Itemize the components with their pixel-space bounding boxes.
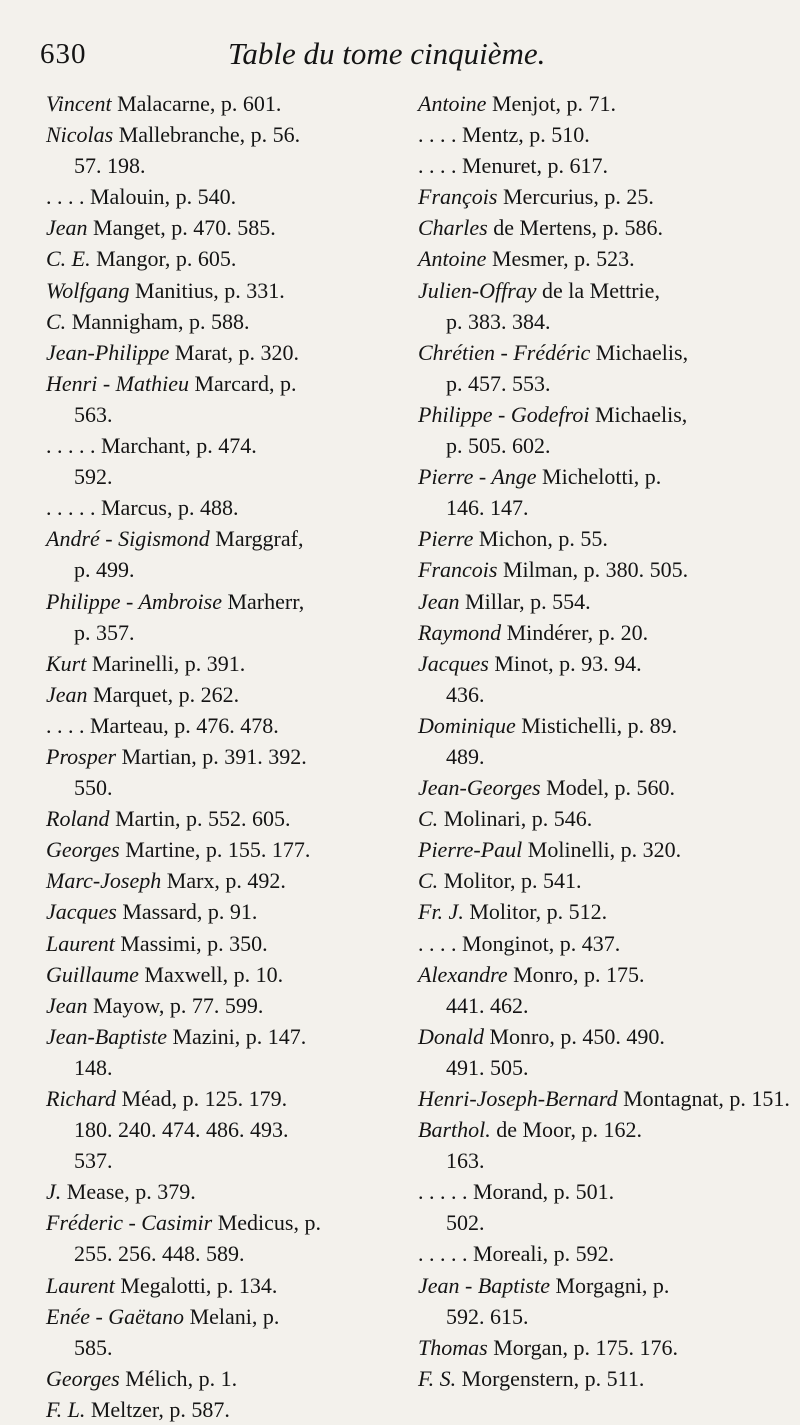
surname: Mazini bbox=[172, 1023, 235, 1049]
index-entry bbox=[418, 834, 778, 865]
given-name: Barthol. bbox=[418, 1117, 491, 1143]
index-entry bbox=[46, 1270, 396, 1301]
index-entry bbox=[46, 803, 396, 834]
page-refs: , p. 20. bbox=[587, 619, 649, 645]
given-name: Raymond bbox=[418, 619, 502, 645]
given-name: Fr. J. bbox=[418, 899, 464, 925]
index-entry bbox=[46, 1176, 396, 1207]
index-column-left bbox=[46, 88, 396, 1425]
surname: Molinari bbox=[443, 806, 521, 832]
page-refs: 57. 198. bbox=[74, 153, 146, 179]
given-name: Francois bbox=[418, 557, 498, 583]
page-refs: , p. bbox=[293, 1210, 321, 1236]
page-refs: , p. 540. bbox=[164, 184, 237, 210]
page-refs: , p. 510. bbox=[518, 122, 590, 148]
surname: . . . . . Moreali bbox=[418, 1241, 543, 1267]
given-name: Antoine bbox=[418, 91, 487, 116]
index-entry-continuation bbox=[46, 1052, 396, 1083]
page-refs: , p. 546. bbox=[520, 806, 593, 832]
surname: Morgenstern bbox=[461, 1365, 574, 1391]
given-name: Henri-Joseph-Bernard bbox=[418, 1086, 618, 1111]
page-refs: p. 357. bbox=[74, 619, 135, 645]
index-entry bbox=[46, 1207, 396, 1238]
surname: . . . . . Marcus bbox=[46, 495, 167, 521]
given-name: Roland bbox=[46, 806, 110, 832]
index-entry bbox=[46, 741, 396, 772]
page-refs: , p. 155. 177. bbox=[194, 837, 311, 863]
surname: Morgan bbox=[493, 1334, 563, 1360]
surname: Melani bbox=[189, 1303, 252, 1329]
index-entry bbox=[46, 430, 396, 461]
surname: Molitor bbox=[443, 868, 511, 894]
page-refs: 489. bbox=[446, 743, 485, 769]
given-name: Wolfgang bbox=[46, 277, 130, 303]
page-refs: p. 499. bbox=[74, 557, 135, 583]
page-refs: , p. 617. bbox=[536, 153, 609, 179]
given-name: Prosper bbox=[46, 743, 117, 769]
surname: Martin bbox=[115, 806, 175, 832]
page-refs: , p. 151. bbox=[718, 1086, 790, 1111]
page-refs: , p. 162. bbox=[570, 1117, 643, 1143]
page-refs: , p. 476. 478. bbox=[163, 712, 279, 738]
page-refs: p. 505. 602. bbox=[446, 433, 551, 459]
page-refs: 163. bbox=[446, 1148, 485, 1174]
index-entry bbox=[418, 275, 778, 306]
index-entry-continuation bbox=[418, 1301, 778, 1332]
index-entry bbox=[46, 368, 396, 399]
given-name: Antoine bbox=[418, 246, 487, 272]
page-refs: , p. 450. 490. bbox=[549, 1023, 665, 1049]
given-name: Vincent bbox=[46, 91, 112, 116]
page-refs: , p. 175. 176. bbox=[562, 1334, 678, 1360]
given-name: André - Sigismond bbox=[46, 526, 210, 552]
page-refs: 592. bbox=[74, 464, 113, 490]
given-name: C. E. bbox=[46, 246, 91, 272]
given-name: Jean bbox=[46, 992, 88, 1018]
index-entry-continuation bbox=[46, 1114, 396, 1145]
surname: Monro bbox=[489, 1023, 550, 1049]
page-refs: , p. 552. 605. bbox=[174, 806, 291, 832]
page-refs: 441. 462. bbox=[446, 992, 529, 1018]
index-entry-continuation bbox=[418, 1052, 778, 1083]
page-refs: 563. bbox=[74, 401, 113, 427]
index-entry bbox=[418, 617, 778, 648]
page-refs: 146. 147. bbox=[446, 495, 529, 521]
given-name: Georges bbox=[46, 837, 120, 863]
index-entry-continuation bbox=[418, 990, 778, 1021]
index-entry bbox=[418, 150, 778, 181]
index-entry bbox=[46, 306, 396, 337]
page-refs: , bbox=[298, 588, 305, 614]
page-refs: , p. 77. 599. bbox=[158, 992, 264, 1018]
page-refs: , p. 320. bbox=[609, 837, 682, 863]
index-entry-continuation bbox=[418, 430, 778, 461]
page-refs: , p. 391. bbox=[173, 650, 246, 676]
surname: Milman bbox=[502, 557, 573, 583]
index-entry bbox=[418, 710, 778, 741]
surname: . . . . . Marchant bbox=[46, 433, 186, 459]
index-entry bbox=[46, 710, 396, 741]
surname: Malacarne bbox=[117, 91, 210, 116]
index-entry-continuation bbox=[46, 772, 396, 803]
surname: Mercurius bbox=[502, 184, 594, 210]
given-name: Jean-Georges bbox=[418, 775, 541, 801]
surname: Molitor bbox=[469, 899, 536, 925]
given-name: Fréderic - Casimir bbox=[46, 1210, 213, 1236]
page-refs: , p. 588. bbox=[178, 308, 250, 334]
page-refs: , p. 437. bbox=[548, 930, 621, 956]
page-refs: p. 457. 553. bbox=[446, 370, 551, 396]
surname: Montagnat bbox=[623, 1086, 719, 1111]
page-refs: , p. 350. bbox=[196, 930, 268, 956]
given-name: Laurent bbox=[46, 1272, 115, 1298]
surname: Morgagni bbox=[555, 1272, 642, 1298]
surname: Marinelli bbox=[91, 650, 174, 676]
given-name: Dominique bbox=[418, 712, 516, 738]
index-entry bbox=[46, 896, 396, 927]
index-entry bbox=[418, 461, 778, 492]
given-name: Pierre-Paul bbox=[418, 837, 523, 863]
page-refs: , p. 605. bbox=[164, 246, 237, 272]
page-refs: 148. bbox=[74, 1054, 113, 1080]
given-name: F. S. bbox=[418, 1365, 457, 1391]
index-entry bbox=[418, 554, 778, 585]
page-refs: , p. 541. bbox=[510, 868, 582, 894]
surname: Monro bbox=[513, 961, 573, 987]
given-name: Pierre - Ange bbox=[418, 464, 537, 490]
page-refs: , p. 560. bbox=[603, 775, 676, 801]
page-refs: , p. 331. bbox=[213, 277, 285, 303]
given-name: Philippe - Godefroi bbox=[418, 401, 590, 427]
page-refs: , p. 601. bbox=[209, 91, 282, 116]
page-refs: , p. 320. bbox=[227, 339, 299, 365]
index-entry bbox=[418, 243, 778, 274]
given-name: Pierre bbox=[418, 526, 474, 552]
given-name: Charles bbox=[418, 215, 488, 241]
index-entry bbox=[418, 88, 778, 119]
surname: . . . . . Morand bbox=[418, 1179, 543, 1205]
index-entry-continuation bbox=[46, 150, 396, 181]
surname: Méad bbox=[121, 1086, 172, 1111]
index-entry bbox=[46, 212, 396, 243]
given-name: Richard bbox=[46, 1086, 117, 1111]
surname: Mannigham bbox=[71, 308, 179, 334]
page-refs: , p. 10. bbox=[222, 961, 284, 987]
surname: . . . . Marteau bbox=[46, 712, 164, 738]
index-entry bbox=[418, 212, 778, 243]
given-name: Jean bbox=[46, 681, 88, 707]
page-refs: 180. 240. 474. 486. 493. bbox=[74, 1117, 289, 1143]
given-name: Marc-Joseph bbox=[46, 868, 162, 894]
page-refs: , p. 586. bbox=[591, 215, 664, 241]
surname: . . . . Monginot bbox=[418, 930, 549, 956]
surname: Manitius bbox=[135, 277, 214, 303]
surname: Marx bbox=[166, 868, 215, 894]
page-refs: , p. 592. bbox=[542, 1241, 615, 1267]
index-entry bbox=[418, 1332, 778, 1363]
surname: Molinelli bbox=[527, 837, 610, 863]
index-entry-continuation bbox=[418, 741, 778, 772]
index-entry-continuation bbox=[418, 679, 778, 710]
surname: . . . . Menuret bbox=[418, 153, 537, 179]
page-refs: p. 383. 384. bbox=[446, 308, 551, 334]
index-entry bbox=[46, 990, 396, 1021]
index-entry bbox=[46, 88, 396, 119]
index-entry bbox=[46, 679, 396, 710]
index-entry bbox=[418, 1176, 778, 1207]
index-entry bbox=[46, 1021, 396, 1052]
page-refs: , p. 55. bbox=[547, 526, 608, 552]
index-entry bbox=[418, 1363, 778, 1394]
given-name: Thomas bbox=[418, 1334, 488, 1360]
index-entry bbox=[46, 1363, 396, 1394]
given-name: Enée - Gaëtano bbox=[46, 1303, 185, 1329]
surname: Martian bbox=[121, 743, 192, 769]
given-name: Chrétien - Frédéric bbox=[418, 339, 591, 365]
page-refs: , p. 587. bbox=[158, 1396, 230, 1422]
index-entry bbox=[46, 834, 396, 865]
page-refs: , p. 262. bbox=[167, 681, 240, 707]
index-column-right bbox=[418, 88, 790, 1394]
page-refs: , p. 511. bbox=[573, 1365, 645, 1391]
index-entry bbox=[46, 1394, 396, 1425]
index-entry-continuation bbox=[418, 1207, 778, 1238]
index-entry bbox=[418, 1270, 778, 1301]
index-entry bbox=[46, 492, 396, 523]
surname: Marquet bbox=[93, 681, 168, 707]
index-entry bbox=[46, 1301, 396, 1332]
surname: Michelotti bbox=[542, 464, 634, 490]
surname: Michaelis bbox=[595, 401, 682, 427]
index-entry bbox=[46, 337, 396, 368]
given-name: J. bbox=[46, 1179, 62, 1205]
page-refs: , p. 134. bbox=[205, 1272, 278, 1298]
page-refs: , p. bbox=[251, 1303, 280, 1329]
page-refs: 592. 615. bbox=[446, 1303, 529, 1329]
surname: Millar bbox=[465, 588, 520, 614]
surname: . . . . Malouin bbox=[46, 184, 165, 210]
surname: Manget bbox=[93, 215, 161, 241]
index-entry-continuation bbox=[418, 368, 778, 399]
given-name: Jacques bbox=[46, 899, 117, 925]
page-refs: , p. 125. 179. bbox=[171, 1086, 288, 1111]
surname: Meltzer bbox=[90, 1396, 159, 1422]
index-entry bbox=[418, 1083, 790, 1114]
given-name: Jean-Baptiste bbox=[46, 1023, 167, 1049]
surname: Medicus bbox=[217, 1210, 294, 1236]
page-refs: , p. 175. bbox=[572, 961, 645, 987]
page-refs: , bbox=[681, 401, 688, 427]
index-entry bbox=[418, 1021, 778, 1052]
page-refs: , p. 379. bbox=[124, 1179, 196, 1205]
index-entry bbox=[418, 586, 778, 617]
given-name: Kurt bbox=[46, 650, 87, 676]
page-number: 630 bbox=[40, 38, 87, 70]
index-entry bbox=[46, 928, 396, 959]
index-entry bbox=[46, 119, 396, 150]
page-refs: , p. 554. bbox=[519, 588, 591, 614]
page-refs: 537. bbox=[74, 1148, 113, 1174]
index-entry bbox=[418, 1114, 778, 1145]
given-name: Julien-Offray bbox=[418, 277, 537, 303]
index-entry bbox=[46, 959, 396, 990]
given-name: Alexandre bbox=[418, 961, 508, 987]
surname: de Moor bbox=[496, 1117, 571, 1143]
page-refs: , p. 71. bbox=[555, 91, 616, 116]
index-entry bbox=[418, 865, 778, 896]
index-entry bbox=[418, 896, 778, 927]
index-entry bbox=[418, 181, 778, 212]
running-head: Table du tome cinquième. bbox=[228, 36, 546, 71]
surname: Martine bbox=[125, 837, 195, 863]
page-refs: , p. 56. bbox=[239, 122, 301, 148]
index-entry bbox=[418, 119, 778, 150]
page-refs: , p. 488. bbox=[166, 495, 239, 521]
index-entry-continuation bbox=[46, 617, 396, 648]
given-name: Jean-Philippe bbox=[46, 339, 170, 365]
surname: Megalotti bbox=[120, 1272, 206, 1298]
surname: Marggraf bbox=[215, 526, 298, 552]
surname: Mindérer bbox=[506, 619, 588, 645]
index-entry bbox=[46, 865, 396, 896]
page-refs: , p. 93. 94. bbox=[548, 650, 642, 676]
given-name: C. bbox=[418, 868, 439, 894]
surname: Marat bbox=[174, 339, 228, 365]
surname: Mistichelli bbox=[521, 712, 617, 738]
index-entry bbox=[418, 648, 778, 679]
index-entry bbox=[418, 399, 778, 430]
index-entry bbox=[46, 181, 396, 212]
given-name: Henri - Mathieu bbox=[46, 370, 189, 396]
index-entry bbox=[46, 523, 396, 554]
page-refs: , bbox=[682, 339, 689, 365]
given-name: Georges bbox=[46, 1365, 120, 1391]
given-name: Philippe - Ambroise bbox=[46, 588, 222, 614]
surname: Mesmer bbox=[491, 246, 564, 272]
surname: Menjot bbox=[491, 91, 556, 116]
index-entry-continuation bbox=[418, 1145, 778, 1176]
page-refs: , p. 89. bbox=[616, 712, 678, 738]
index-entry-continuation bbox=[418, 306, 778, 337]
page-refs: 491. 505. bbox=[446, 1054, 529, 1080]
given-name: C. bbox=[46, 308, 67, 334]
index-entry-continuation bbox=[46, 1332, 396, 1363]
surname: de la Mettrie bbox=[542, 277, 655, 303]
page-refs: , bbox=[654, 277, 660, 303]
surname: Model bbox=[546, 775, 604, 801]
surname: Massimi bbox=[120, 930, 197, 956]
surname: Massard bbox=[122, 899, 197, 925]
page-refs: , p. 391. 392. bbox=[191, 743, 307, 769]
given-name: Jean bbox=[418, 588, 460, 614]
index-entry-continuation bbox=[46, 1145, 396, 1176]
surname: de Mertens bbox=[493, 215, 592, 241]
given-name: Jean bbox=[46, 215, 88, 241]
page-refs: , p. 512. bbox=[535, 899, 608, 925]
page-refs: , p. 501. bbox=[542, 1179, 615, 1205]
index-entry bbox=[418, 1238, 778, 1269]
page-refs: , p. 147. bbox=[234, 1023, 307, 1049]
surname: Michon bbox=[478, 526, 548, 552]
index-entry bbox=[418, 523, 778, 554]
page-refs: , p. 523. bbox=[563, 246, 635, 272]
page-refs: , p. 474. bbox=[185, 433, 257, 459]
given-name: Jean - Baptiste bbox=[418, 1272, 550, 1298]
surname: Marcard bbox=[194, 370, 269, 396]
page-refs: , p. 492. bbox=[214, 868, 286, 894]
given-name: Jacques bbox=[418, 650, 489, 676]
surname: Mangor bbox=[96, 246, 165, 272]
page-refs: , p. 25. bbox=[593, 184, 654, 210]
given-name: Nicolas bbox=[46, 122, 114, 148]
index-entry-continuation bbox=[46, 554, 396, 585]
surname: Marherr bbox=[227, 588, 299, 614]
page-refs: 502. bbox=[446, 1210, 485, 1236]
index-entry bbox=[418, 337, 778, 368]
page-refs: , p. bbox=[633, 464, 662, 490]
index-entry bbox=[418, 803, 778, 834]
index-entry-continuation bbox=[46, 1238, 396, 1269]
index-entry bbox=[418, 959, 778, 990]
page-refs: , p. 470. 585. bbox=[160, 215, 276, 241]
given-name: Laurent bbox=[46, 930, 115, 956]
surname: Mélich bbox=[125, 1365, 188, 1391]
surname: Maxwell bbox=[144, 961, 223, 987]
surname: Mallebranche bbox=[118, 122, 240, 148]
index-entry bbox=[46, 1083, 396, 1114]
page-refs: 255. 256. 448. 589. bbox=[74, 1241, 245, 1267]
index-entry bbox=[418, 772, 778, 803]
surname: Mayow bbox=[93, 992, 159, 1018]
given-name: F. L. bbox=[46, 1396, 86, 1422]
surname: Michaelis bbox=[595, 339, 683, 365]
page-refs: , p. 380. 505. bbox=[572, 557, 689, 583]
index-entry-continuation bbox=[418, 492, 778, 523]
page-refs: , p. 1. bbox=[187, 1365, 238, 1391]
index-entry-continuation bbox=[46, 399, 396, 430]
surname: Minot bbox=[494, 650, 549, 676]
page-refs: , p. bbox=[641, 1272, 670, 1298]
index-entry-continuation bbox=[46, 461, 396, 492]
index-entry bbox=[46, 586, 396, 617]
page-refs: , p. bbox=[268, 370, 297, 396]
given-name: François bbox=[418, 184, 498, 210]
surname: . . . . Mentz bbox=[418, 122, 519, 148]
given-name: Guillaume bbox=[46, 961, 139, 987]
given-name: C. bbox=[418, 806, 439, 832]
surname: Mease bbox=[66, 1179, 125, 1205]
page-refs: 585. bbox=[74, 1334, 113, 1360]
given-name: Donald bbox=[418, 1023, 484, 1049]
index-entry bbox=[418, 928, 778, 959]
page-refs: , bbox=[297, 526, 304, 552]
page-refs: 550. bbox=[74, 775, 113, 801]
index-entry bbox=[46, 648, 396, 679]
index-entry bbox=[46, 243, 396, 274]
page-refs: , p. 91. bbox=[196, 899, 258, 925]
index-entry bbox=[46, 275, 396, 306]
page-refs: 436. bbox=[446, 681, 485, 707]
